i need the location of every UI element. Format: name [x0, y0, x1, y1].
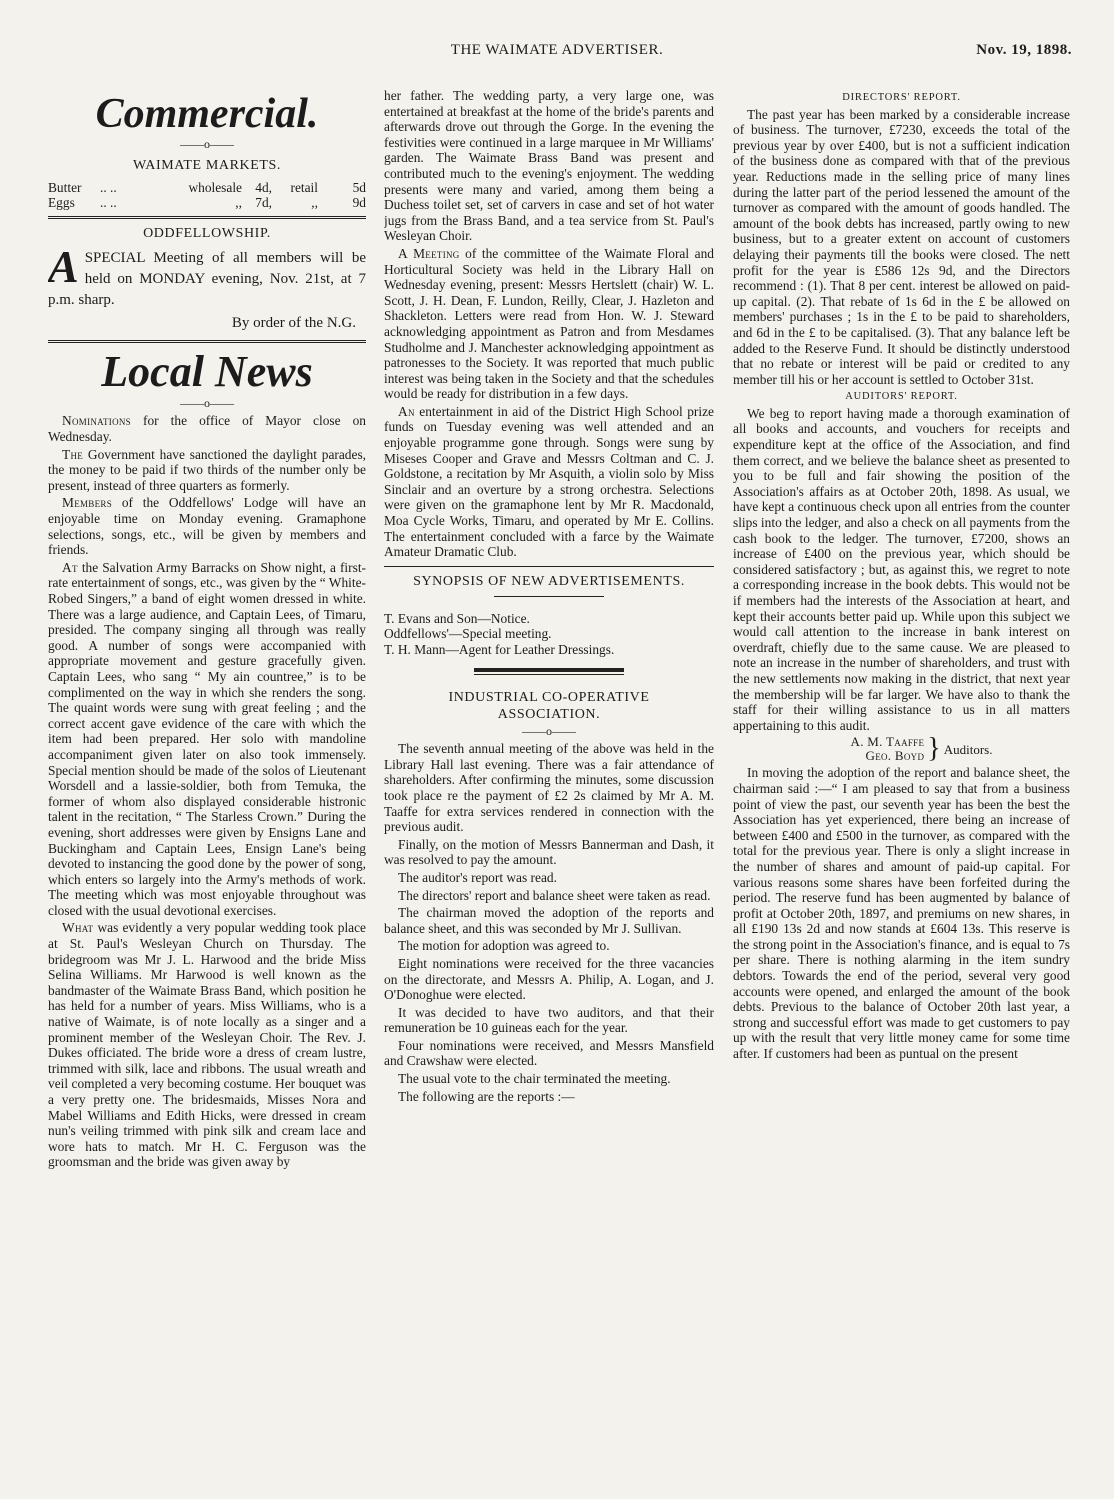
industrial-title-2: ASSOCIATION.: [497, 706, 601, 722]
auditors-report-title: AUDITORS' REPORT.: [845, 391, 958, 403]
divider: [48, 216, 366, 219]
report-paragraph: The seventh annual meeting of the above was held in the Library Hall last evening. There was a fair attendance of shareholders. After confirming the minutes, some discussion took place re the payment of £2 2s claimed by Mr A. M. Taaffe for extra services rendered in connection with the previous audit.: [384, 741, 714, 835]
local-news-heading: Local News: [101, 346, 313, 396]
commercial-heading: Commercial.: [95, 91, 319, 137]
markets-title: WAIMATE MARKETS.: [132, 157, 282, 173]
column-2: [384, 88, 714, 1491]
divider: [494, 596, 604, 597]
synopsis-title: SYNOPSIS OF NEW ADVERTISEMENTS.: [413, 573, 685, 589]
news-item: A Meeting of the committee of the Waimate Floral and Horticultural Society was held in the Library Hall on Wednesday evening, present: Messrs Hertslett (chair) W. L. Scott, J. H. Dean, F. Lundon, Reilly, Clear, J. Hazleton and Shackleton. Letters were read from Hon. W. J. Steward acknowledging appointment as Patron and from Mesdames Studholme and J. Manchester acknowledging appointment as patronesses to the Society. It was reported that much public interest was being taken in the Society and that the schedules would be ready for distribution in a few days.: [384, 245, 714, 402]
auditors-label: Auditors.: [943, 741, 993, 757]
markets-table: [48, 180, 366, 210]
drop-cap: A: [48, 240, 79, 292]
report-paragraph: The following are the reports :—: [398, 1088, 575, 1104]
industrial-title: INDUSTRIAL CO-OPERATIVE: [448, 689, 650, 705]
list-item: T. Evans and Son—Notice.: [384, 610, 530, 626]
report-paragraph: In moving the adoption of the report and balance sheet, the chairman said :—“ I am pleased to say that from a business point of view the past, our seventh year has been the best the Association has yet experienced, there being an increase of between £400 and £500 in the turnover, as compared with the total for the previous year. There is only a slight increase in the number of shares and amount of paid-up capital. For various reasons some shares have been forfeited during the period. The reserve fund has been augmented by balance of profit at October 20th, 1897, and premiums on new shares, in all £190 13s 2d and now stands at £604 13s. This reserve is the strong point in the Association's finance, and is equal to 7s per share. There is nothing alarming in the item sundry debtors. Towards the end of the period, several very good accounts were opened, and enlarged the amount of the book debts. Previous to the balance of October 20th last year, a strong and successful effort was made to get customers to pay up with the result that very little money came for some time after. If customers had been as puntual on the present: [733, 765, 1070, 1062]
news-item: At the Salvation Army Barracks on Show night, a first-rate entertainment of songs, etc., was given by the “ White-Robed Singers,” a band of eight women dressed in white. There was a large audience, and Captain Lees, of Timaru, presided. The company singing all through was really good. A number of songs were accompanied with appropriate movement and gesture gracefully given. Captain Lees, who sang “ My ain countree,” is to be complimented on the way in which she renders the song. The quaint words were sung with great feeling ; and the correct accent gave evidence of the care with which the item had been prepared. Her solo with mandoline accompaniment given later on also took immensely. Special mention should be made of the solos of Lieutenant Worsdell and a lassie-soldier, both from Temuka, the former of whom also displayed considerable histronic talent in the recitation, “ The Starless Crown.” During the evening, short addresses were given by Ensigns Lane and Buckingham and Captain Lees, Ensign Lane's being devoted to instancing the good done by the power of song, which enters so largely into the Army's methods of work. The meeting which was most enjoyable throughout was closed with the usual devotional exercises.: [48, 559, 366, 918]
directors-report-title: DIRECTORS' REPORT.: [842, 92, 961, 103]
list-item: Oddfellows'—Special meeting.: [384, 626, 552, 642]
report-paragraph: Eight nominations were received for the three vacancies on the directorate, and Messrs A. Philip, A. Logan, and J. O'Donoghue were elected.: [384, 956, 714, 1003]
column-1: [48, 88, 366, 1491]
synopsis-list: [384, 611, 714, 658]
divider: [474, 668, 624, 672]
auditor-name: Geo. Boyd: [865, 748, 925, 764]
news-item: Members of the Oddfellows' Lodge will have an enjoyable time on Monday evening. Gramaphone selections, songs, etc., will be given by members and friends.: [48, 495, 366, 558]
ornament: ——o——: [522, 723, 576, 738]
auditor-name: A. M. Taaffe: [850, 734, 925, 750]
news-item: An entertainment in aid of the District High School prize funds on Tuesday evening was well attended and an enjoyable programme gone through. Songs were sung by Miseses Cooper and Grave and Messrs Coltman and C. J. Goldstone, a recitation by Mr Asquith, a violin solo by Miss Sinclair and an overture by a strong orchestra. Selections were given on the gramaphone lent by Mr R. Macdonald, Moa Cycle Works, Timaru, and operated by Mr E. Collins. The entertainment concluded with a farce by the Waimate Amateur Dramatic Club.: [384, 403, 714, 560]
news-item-continued: her father. The wedding party, a very large one, was entertained at breakfast at the home of the bride's parents and afterwards drove out through the Gorge. In the evening the festivities were continued in a large marquee in Mr Williams' garden. The Waimate Brass Band was present and contributed much to the evening's enjoyment. The wedding presents were many and varied, among them being a Duchess toilet set, set of carvers in case and set of hot water jugs from the Brass Band, and a tea service from St. Paul's Wesleyan Choir.: [384, 88, 714, 244]
issue-date: Nov. 19, 1898.: [976, 42, 1072, 58]
notice-text: SPECIAL Meeting of all members will be held on MONDAY evening, Nov. 21st, at 7 p.m. sharp.: [48, 249, 366, 308]
report-paragraph: The usual vote to the chair terminated the meeting.: [398, 1071, 671, 1087]
report-paragraph: The motion for adoption was agreed to.: [398, 938, 610, 954]
table-row: Butter .. .. wholesale 4d, retail 5d: [48, 179, 366, 195]
report-paragraph: The chairman moved the adoption of the reports and balance sheet, and this was seconded by Mr J. Sullivan.: [384, 905, 714, 936]
report-paragraph: We beg to report having made a thorough examination of all books and accounts, and vouchers for receipts and expenditure kept at the office of the Association, and find them correct, and we believe the balance sheet as presented to you to be full and fair showing the position of the Association's affairs as at October 20th, 1898. As usual, we have kept a continuous check upon all entries from the counter slips into the ledger, and also a check on all payments from the cash book to the ledger. The turnover, £7200, shows an increase of £400 on the previous year, which should be considered satisfactory ; but, as against this, we regret to note a corresponding increase in the book debts. This would not be if members had the interests of the Association at heart, and kept their accounts better paid up. While upon this subject we would call attention to the increase in bank interest on overdraft, chiefly due to the same cause. We are pleased to note an increase in the number of shareholders, and trust with the new settlements now making in the district, that next year the membership will be far larger. We have also to thank the staff for their willing assistance to us in all matters appertaining to this audit.: [733, 405, 1070, 733]
divider: [384, 566, 714, 567]
list-item: T. H. Mann—Agent for Leather Dressings.: [384, 642, 615, 657]
report-paragraph: It was decided to have two auditors, and that their remuneration be 10 guineas each for the year.: [384, 1004, 714, 1036]
column-3: [733, 88, 1070, 1491]
auditors-signature: [773, 735, 1070, 763]
notice-signoff: By order of the N.G.: [231, 314, 356, 331]
report-paragraph: The auditor's report was read.: [398, 869, 557, 885]
oddfellowship-notice: [48, 240, 366, 334]
report-paragraph: The past year has been marked by a considerable increase of business. The turnover, £7230, exceeds the total of the previous year by over £400, but is not a sufficient indication of the business done as compared with that of the previous year. Reductions made in the selling price of many lines during the latter part of the period lessened the amount of the turnover as compared with the amount of goods handled. The amount of the book debts has increased, partly owing to new business, but to a greater extent on account of customers delaying their payments till the books were closed. The nett profit for the year is £586 12s 9d, and the Directors recommend : (1). That 8 per cent. interest be allowed on paid-up capital. (2). That rebate of 1s 6d in the £ be allowed on members' purchases ; 1s in the £ to be paid to shareholders, and 6d in the £ to be capitalised. (3). That any balance left be added to the Reserve Fund. It should be distinctly understood that no rebate or interest will be paid or credited to any member till his or her account is settled to October 31st.: [733, 106, 1070, 387]
report-paragraph: Finally, on the motion of Messrs Bannerman and Dash, it was resolved to pay the amount.: [384, 836, 714, 868]
divider: [48, 340, 366, 343]
report-paragraph: Four nominations were received, and Messrs Mansfield and Crawshaw were elected.: [384, 1038, 714, 1069]
report-paragraph: The directors' report and balance sheet were taken as read.: [398, 887, 711, 903]
ornament: ——o——: [180, 395, 234, 410]
paper-title: THE WAIMATE ADVERTISER.: [450, 42, 664, 58]
brace-icon: }: [927, 733, 941, 765]
divider: [474, 674, 624, 675]
oddfellowship-title: ODDFELLOWSHIP.: [143, 225, 271, 241]
news-item: What was evidently a very popular wedding took place at St. Paul's Wesleyan Church on Thursday. The bridegroom was Mr J. L. Harwood and the bride Miss Selina Williams. Mr Harwood is well known as the bandmaster of the Waimate Brass Band, which position he has held for a number of years. Miss Williams, who is a native of Waimate, is of note locally as a singer and a prominent member of the Wesleyan Choir. The Rev. J. Dukes officiated. The bride wore a dress of cream lustre, trimmed with silk, lace and ribbons. The usual wreath and veil completed a very becoming costume. Her bouquet was a very pretty one. The bridesmaids, Misses Nora and Mabel Williams and Edith Hicks, were dressed in cream nun's veiling trimmed with pink silk and cream lace and wore hats to match. Mr H. C. Ferguson was the groomsman and the bride was given away by: [48, 920, 366, 1170]
masthead: [40, 42, 1074, 66]
news-item: Nominations for the office of Mayor close on Wednesday.: [48, 413, 366, 445]
table-row: Eggs .. .. ,, 7d, ,, 9d: [48, 194, 366, 210]
ornament: ——o——: [180, 137, 234, 152]
news-item: The Government have sanctioned the daylight parades, the money to be paid if two thirds of the number only be present, instead of three quarters as formerly.: [48, 446, 366, 493]
